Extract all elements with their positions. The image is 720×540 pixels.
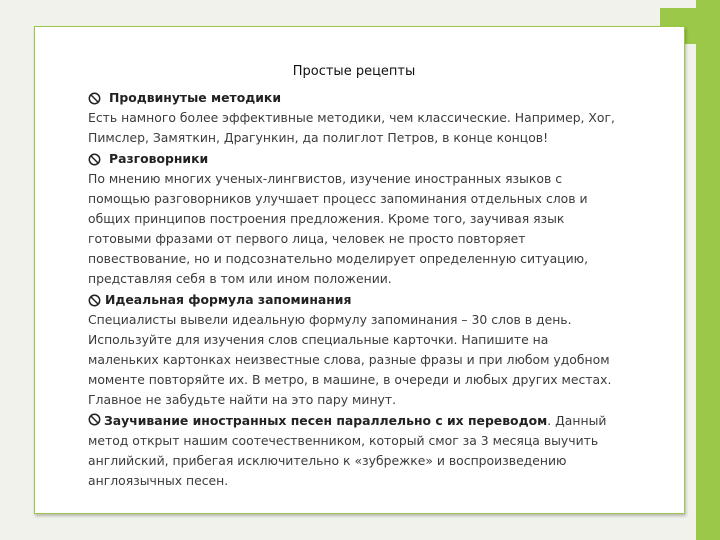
section-text: Есть намного более эффективные методики, чем классические. Например, Хог, Пимслер, Замяткин, Драгункин, да полиглот Петров, в конце концов! (88, 110, 615, 145)
ban-icon (88, 413, 101, 426)
section-heading-text: Заучивание иностранных песен параллельно с их переводом (104, 413, 548, 428)
section-songs (88, 411, 620, 491)
ban-icon (88, 294, 101, 307)
page-title: Простые рецепты (292, 64, 416, 79)
ban-icon (88, 153, 101, 166)
section-heading-advanced (88, 88, 620, 108)
section-text: По мнению многих ученых-лингвистов, изучение иностранных языков с помощью разговорников улучшает процесс запоминания отдельных слов и общих принципов построения предложения. Кроме того, заучивая язык готовыми фразами от первого лица, человек не просто повторяет повествование, но и подсознательно моделирует определенную ситуацию, представляя себя в том или ином положении. (88, 171, 589, 286)
section-heading-text: Продвинутые методики (109, 90, 282, 105)
slide-content (88, 62, 620, 492)
section-heading-phrasebooks (88, 149, 620, 169)
section-text: Специалисты вывели идеальную формулу запоминания – 30 слов в день. Используйте для изучения слов специальные карточки. Напишите на маленьких картонках неизвестные слова, разные фразы и при любом удобном моменте повторяйте их. В метро, в машине, в очереди и любых других местах. Главное не забудьте найти на это пару минут. (88, 312, 612, 407)
ban-icon (88, 92, 101, 105)
section-heading-text: Идеальная формула запоминания (105, 292, 352, 307)
accent-bar (696, 0, 720, 540)
section-heading-formula (88, 290, 620, 310)
section-text: . Данный метод открыт нашим соотечественником, который смог за 3 месяца выучить английский, прибегая исключительно к «зубрежке» и воспроизведению англоязычных песен. (88, 413, 607, 488)
section-heading-text: Разговорники (109, 151, 209, 166)
